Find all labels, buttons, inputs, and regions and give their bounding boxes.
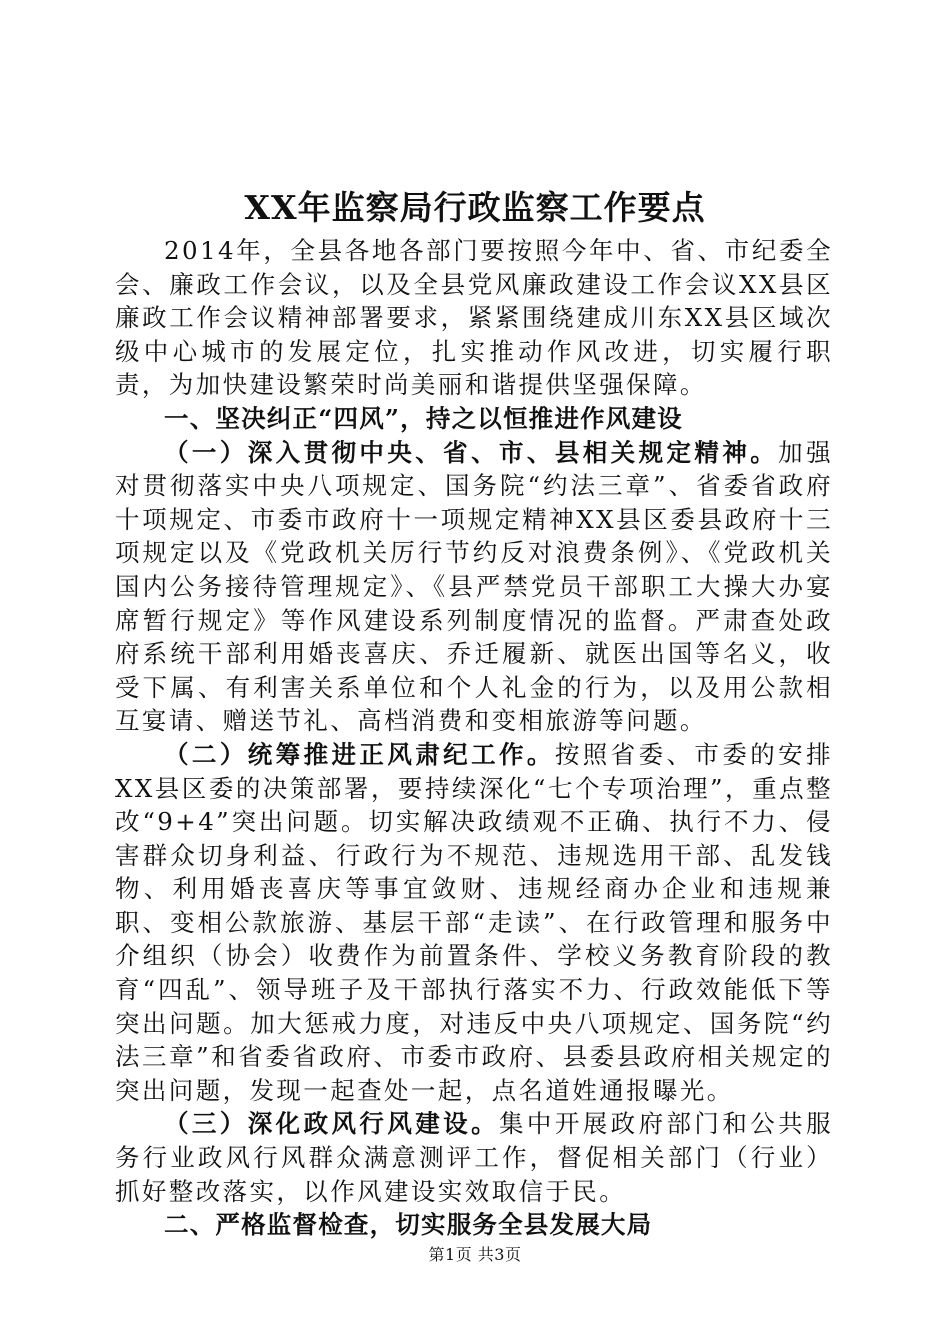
- item-text-2: 按照省委、市委的安排XX县区委的决策部署，要持续深化“七个专项治理”，重点整改“9+4”突出问题。切实解决政绩观不正确、执行不力、侵害群众切身利益、行政行为不规范、违规选用干部、乱发钱物、利用婚丧喜庆等事宜敛财、违规经商办企业和违规兼职、变相公款旅游、基层干部“走读”、在行政管理和服务中介组织（协会）收费作为前置条件、学校义务教育阶段的教育“四乱”、领导班子及干部执行落实不力、行政效能低下等突出问题。加大惩戒力度，对违反中央八项规定、国务院“约法三章”和省委省政府、市委市政府、县委县政府相关规定的突出问题，发现一起查处一起，点名道姓通报曝光。: [115, 739, 833, 1105]
- section-heading-1: 一、坚决纠正“四风”，持之以恒推进作风建设: [164, 403, 683, 433]
- item-paragraph-3: [115, 1107, 833, 1208]
- item-lead-2: （二）统筹推进正风肃纪工作。: [164, 739, 555, 769]
- item-paragraph-2: [115, 738, 833, 1108]
- item-lead-1: （一）深入贯彻中央、省、市、县相关规定精神。: [164, 437, 779, 467]
- item-text-3: 集中开展政府部门和公共服务行业政风行风群众满意测评工作，督促相关部门（行业）抓好整改落实，以作风建设实效取信于民。: [115, 1109, 833, 1206]
- item-text-1: 加强对贯彻落实中央八项规定、国务院“约法三章”、省委省政府十项规定、市委市政府十一项规定精神XX县区委县政府十三项规定以及《党政机关厉行节约反对浪费条例》、《党政机关国内公务接待管理规定》、《县严禁党员干部职工大操大办宴席暂行规定》等作风建设系列制度情况的监督。严肃查处政府系统干部利用婚丧喜庆、乔迁履新、就医出国等名义，收受下属、有利害关系单位和个人礼金的行为，以及用公款相互宴请、赠送节礼、高档消费和变相旅游等问题。: [115, 437, 833, 736]
- item-paragraph-1: [115, 436, 833, 738]
- document-body: [115, 234, 833, 1242]
- section-heading-2: 二、严格监督检查，切实服务全县发展大局: [164, 1210, 653, 1240]
- item-lead-3: （三）深化政风行风建设。: [164, 1109, 499, 1139]
- page-number-footer: 第1页 共3页: [428, 1245, 522, 1264]
- intro-paragraph: 2014年，全县各地各部门要按照今年中、省、市纪委全会、廉政工作会议，以及全县党风廉政建设工作会议XX县区廉政工作会议精神部署要求，紧紧围绕建成川东XX县区域次级中心城市的发展定位，扎实推动作风改进，切实履行职责，为加快建设繁荣时尚美丽和谐提供坚强保障。: [115, 236, 833, 400]
- document-title: XX年监察局行政监察工作要点: [244, 188, 706, 227]
